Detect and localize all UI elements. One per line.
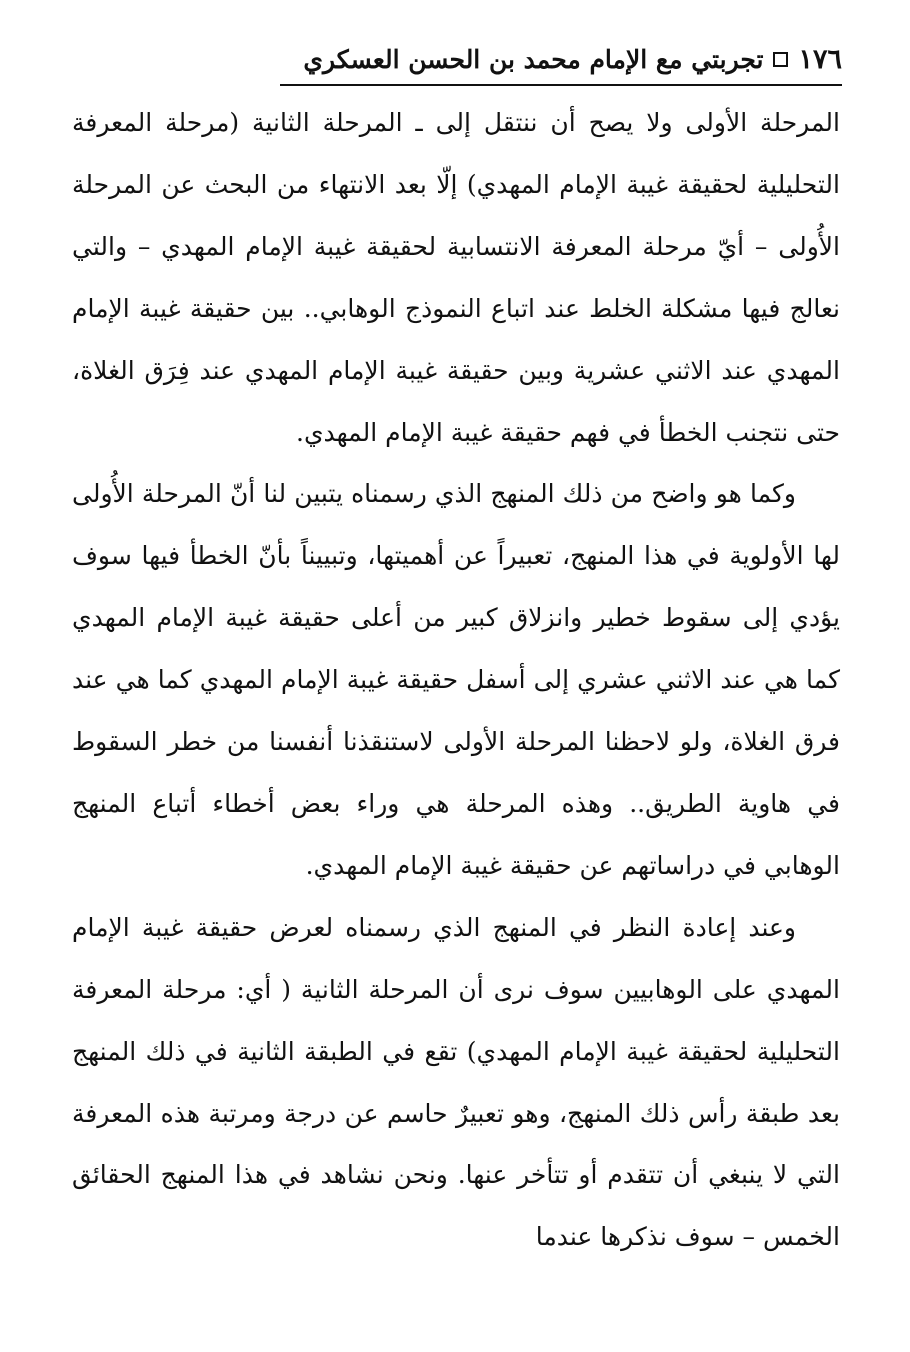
header-divider: [280, 84, 842, 86]
square-ornament-icon: [773, 52, 788, 67]
paragraph-1: المرحلة الأولى ولا يصح أن ننتقل إلى ـ المرحلة الثانية (مرحلة المعرفة التحليلية لحقيقة غيبة الإمام المهدي) إلّا بعد الانتهاء من البحث عن المرحلة الأُولى – أيّ مرحلة المعرفة الانتسابية لحقيقة غيبة الإمام المهدي – والتي نعالج فيها مشكلة الخلط عند اتباع النموذج الوهابي.. بين حقيقة غيبة الإمام المهدي عند الاثني عشرية وبين حقيقة غيبة الإمام المهدي عند فِرَق الغلاة، حتى نتجنب الخطأ في فهم حقيقة غيبة الإمام المهدي.: [72, 108, 840, 447]
paragraph-3: وعند إعادة النظر في المنهج الذي رسمناه لعرض حقيقة غيبة الإمام المهدي على الوهابيين سوف نرى أن المرحلة الثانية ( أي: مرحلة المعرفة التحليلية لحقيقة غيبة الإمام المهدي) تقع في الطبقة الثانية في ذلك المنهج بعد طبقة رأس ذلك المنهج، وهو تعبيرٌ حاسم عن درجة ومرتبة هذه المعرفة التي لا ينبغي أن تتقدم أو تتأخر عنها. ونحن نشاهد في هذا المنهج الحقائق الخمس – سوف نذكرها عندما: [72, 912, 840, 1252]
book-title: تجربتي مع الإمام محمد بن الحسن العسكري: [303, 44, 764, 74]
paragraph-2: وكما هو واضح من ذلك المنهج الذي رسمناه يتبين لنا أنّ المرحلة الأُولى لها الأولوية في هذا المنهج، تعبيراً عن أهميتها، وتبييناً بأنّ الخطأ فيها سوف يؤدي إلى سقوط خطير وانزلاق كبير من أعلى حقيقة غيبة الإمام المهدي كما هي عند الاثني عشري إلى أسفل حقيقة غيبة الإمام المهدي كما هي عند فرق الغلاة، ولو لاحظنا المرحلة الأولى لاستنقذنا أنفسنا من خطر السقوط في هاوية الطريق.. وهذه المرحلة هي وراء بعض أخطاء أتباع المنهج الوهابي في دراساتهم عن حقيقة غيبة الإمام المهدي.: [72, 479, 840, 880]
body-text: [72, 92, 840, 1268]
page-header: [282, 38, 842, 80]
page-number: ١٧٦: [798, 43, 842, 75]
